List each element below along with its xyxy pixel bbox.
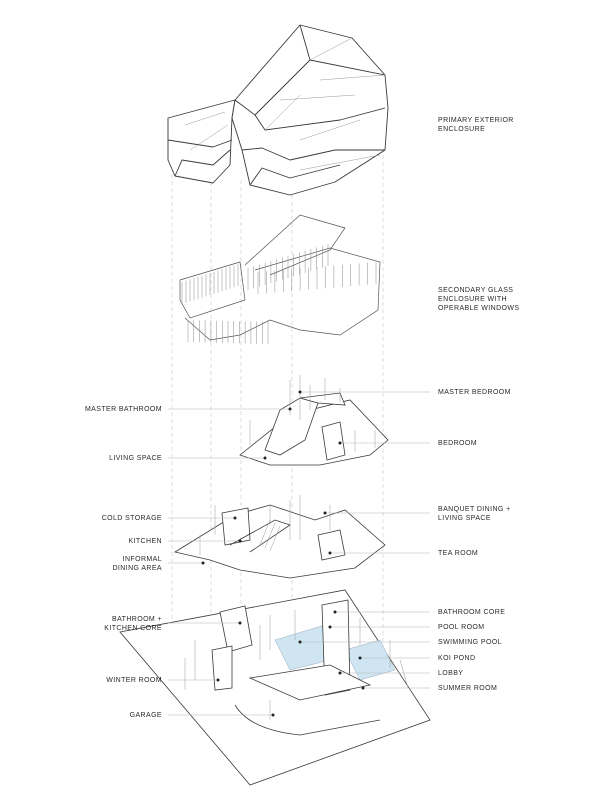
tea-room-core [318,530,345,560]
label-koi-pond: KOI POND [438,655,476,662]
label-garage: GARAGE [129,712,162,719]
winter-room-core [212,646,232,690]
primary-exterior-enclosure [168,25,388,195]
secondary-glass-enclosure [180,215,380,344]
label-lobby: LOBBY [438,670,464,677]
label-cold-storage: COLD STORAGE [101,515,162,522]
label-bathroom-kitchen-core: BATHROOM + KITCHEN CORE [104,616,162,632]
label-tea-room: TEA ROOM [438,550,479,557]
label-bedroom: BEDROOM [438,440,477,447]
glass-volume [245,215,345,275]
label-master-bathroom: MASTER BATHROOM [84,406,162,413]
label-winter-room: WINTER ROOM [106,677,162,684]
label-living-space: LIVING SPACE [109,455,162,462]
label-kitchen: KITCHEN [128,538,162,545]
label-pool-room: POOL ROOM [438,624,485,631]
label-banquet-dining: BANQUET DINING + LIVING SPACE [438,506,511,522]
label-swimming-pool: SWIMMING POOL [438,639,502,646]
middle-floor-level [175,495,385,578]
ground-level [120,590,430,785]
cold-storage-volume [222,508,250,545]
label-informal-dining-area: INFORMAL DINING AREA [112,556,162,572]
glass-volume [185,318,270,340]
upper-floor-level [240,375,388,465]
glass-volume [255,248,380,335]
label-secondary-glass-enclosure: SECONDARY GLASS ENCLOSURE WITH OPERABLE WINDOWS [438,287,520,312]
label-summer-room: SUMMER ROOM [438,685,498,692]
middle-floor-plate [175,505,385,578]
label-primary-exterior-enclosure: PRIMARY EXTERIOR ENCLOSURE [438,117,514,133]
enclosure-volume-right [232,25,388,195]
label-master-bedroom: MASTER BEDROOM [438,389,511,396]
label-bathroom-core: BATHROOM CORE [438,609,506,616]
